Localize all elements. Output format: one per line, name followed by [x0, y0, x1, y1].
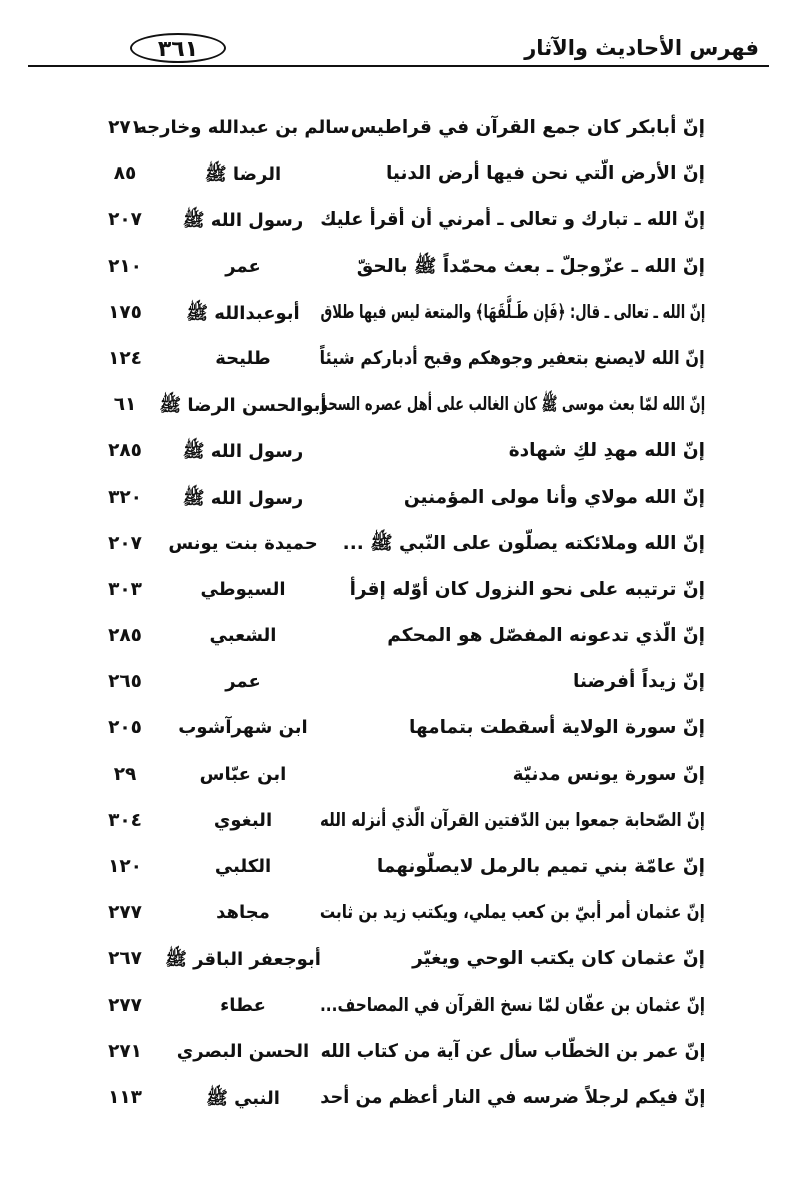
page-reference: ٢٠٥	[108, 717, 142, 739]
index-row	[0, 384, 797, 430]
page-reference: ٢١٠	[108, 255, 142, 277]
narrator: الرضا ﷺ	[204, 164, 282, 186]
narrator: طليحة	[215, 347, 271, 369]
index-row	[0, 754, 797, 800]
index-row	[0, 661, 797, 707]
narrator: الكلبي	[214, 856, 272, 877]
index-row	[0, 707, 797, 753]
narrator: النبي ﷺ	[206, 1087, 280, 1109]
narrator: رسول الله ﷺ	[182, 441, 304, 463]
narrator: ابن عبّاس	[199, 763, 287, 785]
hadith-text: إنّ عامّة بني تميم بالرمل لايصلّونهما	[376, 856, 705, 877]
page-reference: ١٧٥	[108, 301, 142, 323]
narrator: رسول الله ﷺ	[182, 487, 304, 509]
page-reference: ٢٧٧	[108, 902, 142, 924]
hadith-text: إنّ عثمان بن عفّان لمّا نسخ القرآن في المصاحف...	[319, 994, 705, 1016]
hadith-text: إنّ الصّحابة جمعوا بين الدّفتين القرآن الّذي أنزله الله	[320, 809, 705, 831]
hadith-text: إنّ الله مولاي وأنا مولى المؤمنين	[403, 486, 705, 508]
narrator: حميدة بنت يونس	[168, 532, 318, 554]
index-row	[0, 153, 797, 199]
index-row	[0, 892, 797, 938]
narrator: مجاهد	[216, 902, 270, 924]
page-reference: ٢٨٥	[108, 625, 142, 647]
index-row	[0, 985, 797, 1031]
page-reference: ٢٦٧	[108, 948, 142, 970]
page-reference: ٣٠٣	[108, 578, 142, 600]
index-row	[0, 615, 797, 661]
narrator: أبوجعفر الباقر ﷺ	[165, 949, 321, 971]
hadith-text: إنّ الله ـ عزّوجلّ ـ بعث محمّداً ﷺ بالحقّ	[356, 255, 705, 277]
hadith-text: إنّ سورة الولاية أسقطت بتمامها	[409, 717, 705, 739]
hadith-text: إنّ الله لمّا بعث موسى ﷺ كان الغالب على أهل عصره السحر	[319, 394, 705, 416]
index-row	[0, 430, 797, 476]
index-row	[0, 846, 797, 892]
narrator: سالم بن عبدالله وخارجه	[136, 117, 350, 138]
page-header	[28, 26, 769, 70]
page-reference: ١٢٠	[108, 856, 142, 877]
hadith-text: إنّ زيداً أفرضنا	[573, 671, 705, 693]
narrator: أبوعبدالله ﷺ	[186, 302, 300, 324]
page-reference: ٢٩	[113, 763, 137, 785]
page-reference: ١١٣	[108, 1086, 142, 1108]
page-reference: ٢٠٧	[108, 532, 142, 554]
narrator: عطاء	[220, 994, 266, 1016]
index-row	[0, 477, 797, 523]
page-reference: ٢٠٧	[108, 209, 142, 231]
page-reference: ٨٥	[113, 163, 137, 185]
hadith-text: إنّ الأرض الّتي نحن فيها أرض الدنيا	[385, 163, 705, 185]
narrator: السيوطي	[200, 578, 286, 600]
hadith-text: إنّ عثمان أمر أبيّ بن كعب يملي، ويكتب زيد بن ثابت	[320, 902, 705, 924]
hadith-text: إنّ عثمان كان يكتب الوحي ويغيّر	[412, 948, 705, 970]
index-row	[0, 800, 797, 846]
narrator: عمر	[225, 255, 261, 277]
page-number: ٣٦١	[130, 33, 226, 63]
page-reference: ٢٧٧	[108, 994, 142, 1016]
hadith-text: إنّ الله لايصنع بتعفير وجوهكم وقبح أدباركم شيئاً	[319, 347, 705, 369]
page-reference: ٣٠٤	[108, 809, 142, 831]
page-reference: ٣٢٠	[108, 486, 142, 508]
narrator: ابن شهرآشوب	[178, 717, 308, 739]
index-row	[0, 199, 797, 245]
narrator: أبوالحسن الرضا ﷺ	[159, 395, 327, 417]
index-row	[0, 1077, 797, 1123]
hadith-text: إنّ ترتيبه على نحو النزول كان أوّله إقرأ	[349, 578, 705, 600]
narrator: رسول الله ﷺ	[182, 210, 304, 232]
index-row	[0, 523, 797, 569]
index-row	[0, 1031, 797, 1077]
hadith-text: إنّ الله ـ تعالى ـ قال: ﴿فَإن طَـلَّقَهَا﴾ والمتعة ليس فيها طلاق	[320, 301, 705, 323]
running-title: فهرس الأحاديث والآثار	[524, 36, 759, 60]
index-row	[0, 569, 797, 615]
page-reference: ٦١	[113, 394, 137, 416]
index-list	[0, 107, 797, 1123]
hadith-text: إنّ الله وملائكته يصلّون على النّبي ﷺ ...	[342, 532, 705, 554]
index-row	[0, 107, 797, 153]
page-reference: ١٢٤	[108, 347, 142, 369]
header-rule	[28, 65, 769, 67]
hadith-text: إنّ الّذي تدعونه المفصّل هو المحكم	[387, 625, 705, 647]
page-reference: ٢٧١	[108, 1040, 142, 1062]
hadith-text: إنّ سورة يونس مدنيّة	[512, 763, 705, 785]
page-reference: ٢٧١	[108, 117, 142, 138]
page-reference: ٢٨٥	[108, 440, 142, 462]
narrator: عمر	[225, 671, 261, 693]
index-row	[0, 292, 797, 338]
index-row	[0, 246, 797, 292]
index-row	[0, 938, 797, 984]
hadith-text: إنّ فيكم لرجلاً ضرسه في النار أعظم من أحد	[319, 1086, 705, 1108]
narrator: الشعبي	[209, 625, 277, 647]
hadith-text: إنّ عمر بن الخطّاب سأل عن آية من كتاب الله	[320, 1040, 705, 1062]
index-row	[0, 338, 797, 384]
hadith-text: إنّ الله ـ تبارك و تعالى ـ أمرني أن أقرأ عليك	[320, 209, 705, 231]
narrator: البغوي	[213, 809, 273, 831]
hadith-text: إنّ الله مهدِ لكِ شهادة	[508, 440, 705, 462]
page-reference: ٢٦٥	[108, 671, 142, 693]
hadith-text: إنّ أبابكر كان جمع القرآن في قراطيس	[350, 117, 705, 138]
narrator: الحسن البصري	[176, 1040, 310, 1062]
